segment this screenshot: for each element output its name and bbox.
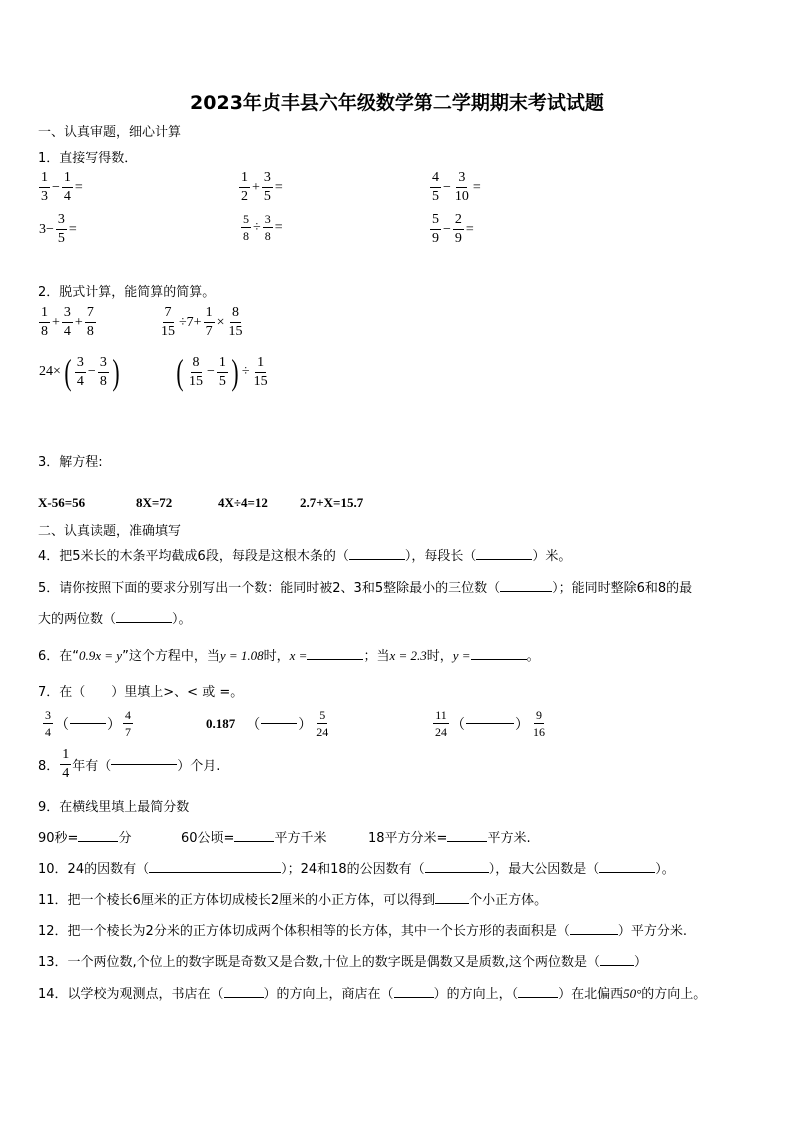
denominator: 2: [241, 189, 248, 204]
equals: =: [68, 221, 77, 237]
q13-text-pre: 13．一个两位数,个位上的数字既是奇数又是合数,十位上的数字既是偶数又是质数,这个两位数是（: [38, 955, 600, 970]
numerator: 1: [39, 171, 50, 188]
q1-item-2: [238, 171, 284, 204]
q2-expression-1: [38, 306, 97, 339]
question-5-line-1: [38, 577, 692, 596]
denominator: 9: [454, 231, 462, 246]
answer-blank[interactable]: [476, 559, 532, 560]
numerator: 5: [430, 213, 441, 230]
denominator: 5: [57, 231, 65, 246]
q14-text-mid-1: ）的方向上，商店在（: [263, 987, 394, 1002]
q6-variable-y: y =: [452, 648, 471, 663]
equals: =: [465, 221, 474, 237]
equals: =: [274, 179, 283, 195]
equation-4: 2.7+X=15.7: [300, 495, 364, 510]
q1-item-1: [38, 171, 84, 204]
question-7-label: 7．在（ ）里填上>、< 或 =。: [38, 685, 244, 700]
q14-text-pre: 14．以学校为观测点，书店在（: [38, 987, 224, 1002]
denominator: 15: [161, 324, 175, 339]
answer-blank[interactable]: [471, 659, 527, 660]
denominator: 4: [62, 766, 70, 781]
denominator: 8: [264, 229, 271, 243]
answer-blank[interactable]: [149, 872, 281, 873]
answer-blank[interactable]: [570, 934, 618, 935]
answer-blank[interactable]: [349, 559, 405, 560]
question-1-label: 1．直接写得数．: [38, 151, 138, 166]
question-2-label: 2．脱式计算，能简算的简算。: [38, 285, 216, 300]
q6-text: 。: [526, 649, 540, 664]
q7-compare-3: [432, 709, 548, 738]
numerator: 3: [98, 356, 109, 373]
q9-item-1: [38, 827, 131, 846]
numerator: 1: [39, 306, 50, 323]
denominator: 4: [63, 189, 71, 204]
numerator: 11: [435, 708, 447, 722]
denominator: 7: [205, 324, 213, 339]
q6-formula: 0.9x = y: [79, 648, 123, 663]
right-paren: ）: [107, 717, 121, 733]
right-paren: ): [231, 352, 239, 392]
denominator: 4: [63, 324, 71, 339]
answer-blank[interactable]: [600, 965, 634, 966]
answer-blank[interactable]: [518, 997, 558, 998]
equation-3: 4X÷4=12: [218, 495, 268, 510]
q13-text-post: ）: [633, 955, 647, 970]
q6-text: 6．在“: [38, 649, 80, 664]
question-9-label: 9．在横线里填上最简分数: [38, 800, 190, 815]
denominator: 4: [76, 373, 84, 389]
equals: =: [472, 179, 481, 195]
numerator: 1: [217, 356, 228, 373]
numerator: 1: [60, 748, 71, 765]
numerator: 2: [453, 213, 464, 230]
q10-text-mid-1: ）；24和18的公因数有（: [281, 862, 425, 877]
answer-blank[interactable]: [234, 841, 274, 842]
numerator: 7: [85, 306, 96, 323]
numerator: 8: [191, 356, 202, 373]
numerator: 9: [536, 708, 542, 722]
answer-blank[interactable]: [224, 997, 264, 998]
answer-blank[interactable]: [447, 841, 487, 842]
denominator: 8: [99, 373, 107, 389]
q5-text-pre: 5．请你按照下面的要求分别写出一个数：能同时被2、3和5整除最小的三位数（: [38, 581, 501, 596]
numerator: 3: [262, 171, 273, 188]
q6-text: ；当: [363, 649, 390, 664]
q2-expression-2: [158, 306, 246, 339]
q14-text-mid-3: ）在北偏西: [558, 987, 624, 1002]
section-heading-1: 一、认真审题，细心计算: [38, 125, 182, 140]
left-paren: （: [246, 717, 261, 733]
q8-number: 8．: [38, 759, 60, 774]
right-paren: ）: [515, 717, 529, 733]
denominator: 5: [263, 189, 271, 204]
answer-blank[interactable]: [261, 723, 297, 724]
numerator: 3: [56, 213, 67, 230]
numerator: 4: [125, 708, 131, 722]
question-8: [38, 748, 220, 781]
operator: 24×: [39, 364, 61, 379]
question-5-line-2: [38, 608, 192, 627]
numerator: 5: [319, 708, 326, 722]
denominator: 16: [533, 725, 545, 739]
q6-text: ”这个方程中，当: [122, 649, 220, 664]
question-11: [38, 889, 547, 908]
denominator: 7: [125, 725, 131, 739]
decimal-value: 0.187: [206, 715, 236, 731]
q8-text-post: ）个月.: [177, 759, 221, 774]
question-6: [38, 645, 540, 664]
question-3-label: 3．解方程:: [38, 455, 103, 470]
operator: −: [207, 364, 215, 379]
denominator: 4: [45, 725, 51, 739]
question-4: [38, 545, 571, 564]
q4-text-pre: 4．把5米长的木条平均截成6段，每段是这根木条的（: [38, 549, 349, 564]
q7-compare-2: [205, 709, 331, 738]
numerator: 5: [243, 212, 249, 226]
operator: −: [87, 364, 96, 379]
answer-blank[interactable]: [394, 997, 434, 998]
q4-text-mid: ），每段长（: [404, 549, 477, 564]
answer-blank[interactable]: [116, 622, 172, 623]
numerator: 3: [75, 356, 86, 373]
q2-expression-4: [174, 354, 271, 390]
answer-blank[interactable]: [111, 764, 177, 765]
operator: ÷: [241, 364, 250, 379]
numerator: 3: [62, 306, 73, 323]
q12-text-pre: 12．把一个棱长为2分米的正方体切成两个体积相等的长方体，其中一个长方形的表面积是（: [38, 924, 570, 939]
operator: −: [52, 179, 60, 195]
q9-item-unit: 分: [118, 831, 132, 846]
q9-item-unit: 平方千米: [274, 831, 327, 846]
whole-number: 3−: [39, 221, 54, 237]
operator: −: [443, 179, 451, 195]
question-12: [38, 920, 687, 939]
left-paren: (: [176, 352, 184, 392]
q6-condition-2: x = 2.3: [389, 648, 427, 663]
q11-text-pre: 11．把一个棱长6厘米的正方体切成棱长2厘米的小正方体，可以得到: [38, 893, 436, 908]
numerator: 1: [204, 306, 215, 323]
q10-text-mid-2: ），最大公因数是（: [488, 862, 600, 877]
left-paren: （: [55, 717, 69, 733]
q9-item-text: 18平方分米=: [368, 831, 448, 846]
denominator: 5: [432, 189, 439, 204]
page-title: 2023年贞丰县六年级数学第二学期期末考试试题: [190, 92, 604, 114]
denominator: 24: [435, 725, 447, 739]
answer-blank[interactable]: [70, 723, 106, 724]
denominator: 8: [41, 324, 48, 339]
question-14: [38, 983, 706, 1002]
q10-text-pre: 10．24的因数有（: [38, 862, 150, 877]
section-heading-2: 二、认真读题，准确填写: [38, 524, 182, 539]
numerator: 3: [456, 171, 467, 188]
answer-blank[interactable]: [425, 872, 489, 873]
q5-text-post: ）；能同时整除6和8的最: [552, 581, 693, 596]
q4-text-post: ）米。: [532, 549, 572, 564]
q1-item-3: [429, 171, 482, 204]
q5-text-line2-pre: 大的两位数（: [38, 612, 117, 627]
denominator: 3: [41, 189, 48, 204]
numerator: 4: [430, 171, 441, 188]
answer-blank[interactable]: [466, 723, 514, 724]
numerator: 3: [264, 212, 271, 226]
denominator: 8: [86, 324, 94, 339]
numerator: 1: [239, 171, 250, 188]
denominator: 10: [454, 189, 469, 204]
q9-item-2: [181, 827, 326, 846]
denominator: 9: [432, 231, 439, 246]
left-paren: (: [64, 352, 72, 392]
q6-condition-1: y = 1.08: [219, 648, 264, 663]
q14-angle: 50°: [623, 986, 642, 1001]
q12-text-post: ）平方分米.: [617, 924, 687, 939]
right-paren: ）: [298, 717, 313, 733]
q6-text: 时，: [263, 649, 290, 664]
q14-text-post: 的方向上。: [641, 987, 707, 1002]
q9-item-unit: 平方米.: [487, 831, 531, 846]
equation-2: 8X=72: [136, 495, 173, 510]
operator: −: [443, 221, 451, 237]
operator: +: [74, 314, 83, 330]
q1-item-6: [429, 213, 475, 246]
q9-item-text: 60公顷=: [181, 831, 235, 846]
numerator: 1: [62, 171, 73, 188]
numerator: 1: [255, 356, 266, 373]
operator: ÷: [253, 219, 261, 235]
denominator: 8: [243, 229, 249, 243]
q9-item-3: [368, 827, 531, 846]
operator: +: [52, 314, 60, 330]
denominator: 24: [316, 725, 329, 739]
question-13: [38, 951, 647, 970]
operator: +: [252, 179, 260, 195]
right-paren: ): [112, 352, 120, 392]
q1-item-5: [240, 213, 284, 242]
q14-text-mid-2: ）的方向上，（: [433, 987, 519, 1002]
equals: =: [274, 219, 283, 235]
q8-text-mid: 年有（: [72, 759, 112, 774]
numerator: 8: [230, 306, 241, 323]
answer-blank[interactable]: [599, 872, 655, 873]
q9-item-text: 90秒=: [38, 831, 79, 846]
q2-expression-3: [38, 354, 122, 390]
operator: ×: [216, 314, 225, 330]
answer-blank[interactable]: [307, 659, 363, 660]
answer-blank[interactable]: [435, 903, 469, 904]
q6-variable-x: x =: [289, 648, 308, 663]
q1-item-4: [38, 213, 78, 246]
equation-1: X-56=56: [38, 495, 86, 510]
q5-text-line2-post: ）。: [172, 612, 192, 627]
q10-text-post: ）。: [655, 862, 675, 877]
answer-blank[interactable]: [78, 841, 118, 842]
denominator: 15: [228, 324, 243, 339]
denominator: 5: [218, 373, 226, 389]
equals: =: [74, 179, 83, 195]
numerator: 7: [163, 306, 174, 323]
numerator: 3: [45, 708, 51, 722]
left-paren: （: [451, 717, 465, 733]
q7-compare-1: [42, 709, 134, 738]
operator: ÷7+: [179, 314, 202, 330]
denominator: 15: [253, 373, 268, 389]
question-10: [38, 858, 675, 877]
q11-text-post: 个小正方体。: [469, 893, 548, 908]
denominator: 15: [189, 373, 203, 389]
answer-blank[interactable]: [500, 591, 552, 592]
q6-text: 时，: [426, 649, 453, 664]
